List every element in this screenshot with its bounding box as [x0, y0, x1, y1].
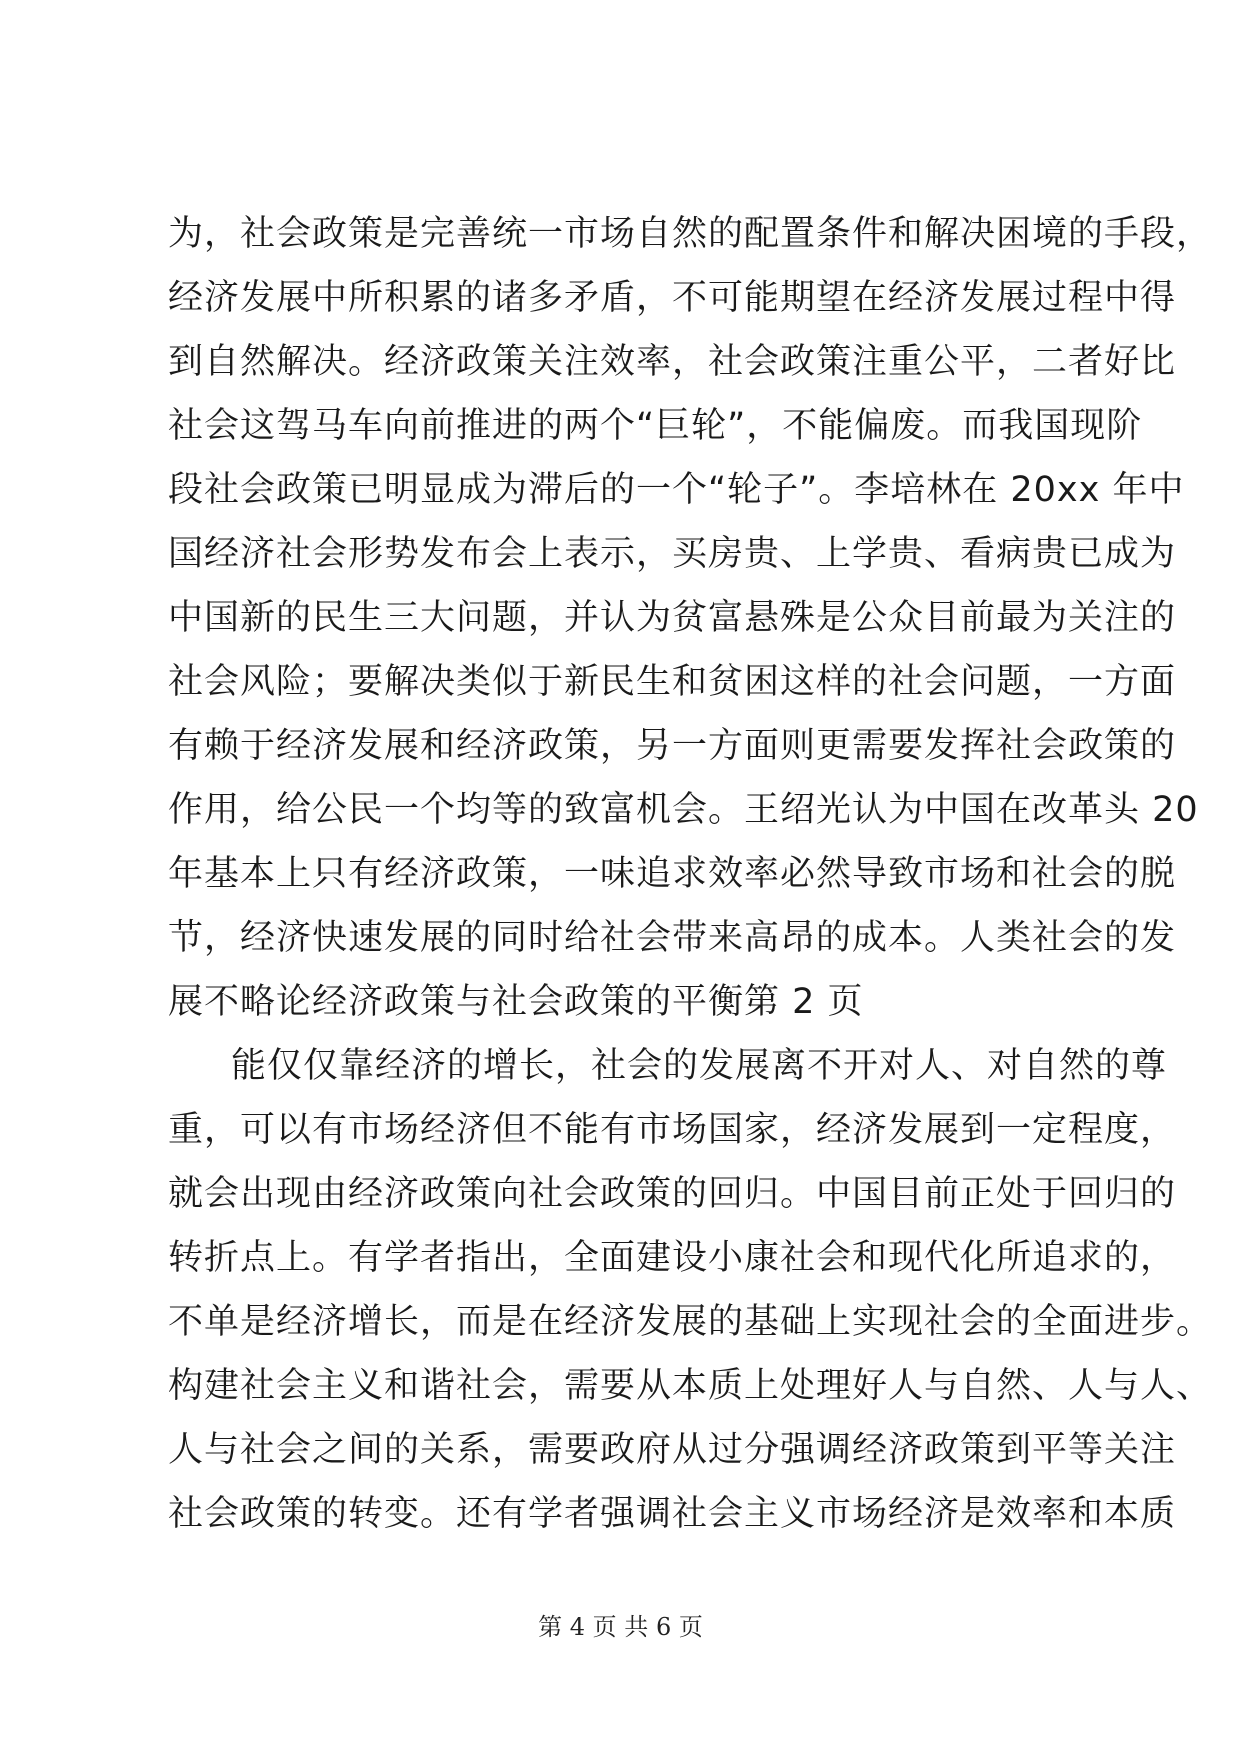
paragraph-first-line: 能仅仅靠经济的增长，社会的发展离不开对人、对自然的尊	[231, 1046, 1168, 1086]
text-line: 社会这驾马车向前推进的两个“巨轮”，不能偏废。而我国现阶	[168, 406, 1143, 446]
text-line: 不单是经济增长，而是在经济发展的基础上实现社会的全面进步。	[168, 1302, 1213, 1342]
text-line: 社会风险；要解决类似于新民生和贫困这样的社会问题，一方面	[168, 662, 1177, 702]
text-line: 中国新的民生三大问题，并认为贫富悬殊是公众目前最为关注的	[168, 598, 1177, 638]
text-line: 到自然解决。经济政策关注效率，社会政策注重公平，二者好比	[168, 342, 1177, 382]
text-line: 经济发展中所积累的诸多矛盾，不可能期望在经济发展过程中得	[168, 278, 1177, 318]
page-number-footer: 第 4 页 共 6 页	[538, 1613, 703, 1641]
text-line: 就会出现由经济政策向社会政策的回归。中国目前正处于回归的	[168, 1174, 1177, 1214]
body-text	[168, 202, 1213, 1546]
text-line: 作用，给公民一个均等的致富机会。王绍光认为中国在改革头 20	[168, 790, 1199, 830]
text-line: 有赖于经济发展和经济政策，另一方面则更需要发挥社会政策的	[168, 726, 1177, 766]
text-line: 社会政策的转变。还有学者强调社会主义市场经济是效率和本质	[168, 1494, 1177, 1534]
text-line: 构建社会主义和谐社会，需要从本质上处理好人与自然、人与人、	[168, 1366, 1213, 1406]
text-line: 段社会政策已明显成为滞后的一个“轮子”。李培林在 20xx 年中	[168, 470, 1185, 510]
text-line: 转折点上。有学者指出，全面建设小康社会和现代化所追求的，	[168, 1238, 1177, 1278]
text-line: 展不略论经济政策与社会政策的平衡第 2 页	[168, 982, 864, 1022]
text-line: 节，经济快速发展的同时给社会带来高昂的成本。人类社会的发	[168, 918, 1177, 958]
text-line: 国经济社会形势发布会上表示，买房贵、上学贵、看病贵已成为	[168, 534, 1177, 574]
text-line: 年基本上只有经济政策，一味追求效率必然导致市场和社会的脱	[168, 854, 1177, 894]
text-line: 重，可以有市场经济但不能有市场国家，经济发展到一定程度，	[168, 1110, 1177, 1150]
text-line: 为，社会政策是完善统一市场自然的配置条件和解决困境的手段，	[168, 214, 1213, 254]
text-line: 人与社会之间的关系，需要政府从过分强调经济政策到平等关注	[168, 1430, 1177, 1470]
